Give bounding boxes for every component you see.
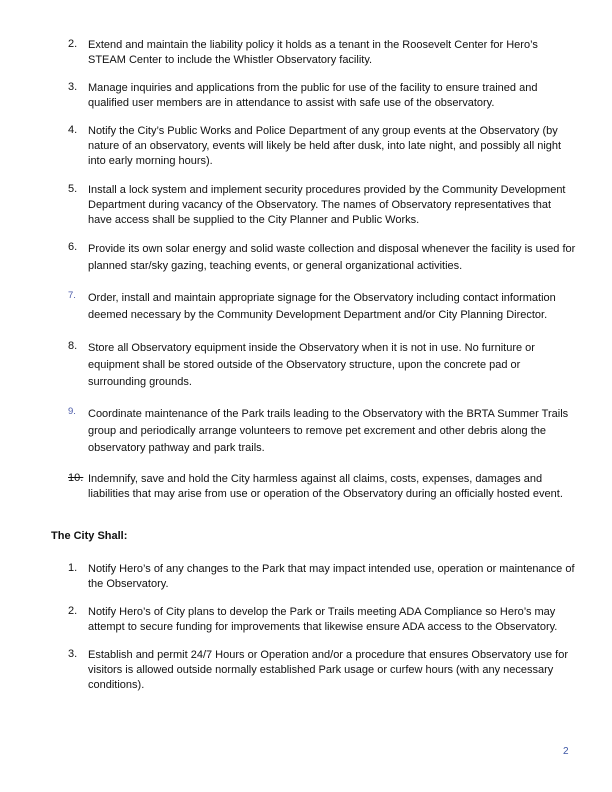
page-number: 2 [563,746,569,757]
item-number: 9. [68,406,76,417]
item-number: 2. [68,38,78,50]
item-text: Indemnify, save and hold the City harmless against all claims, costs, expenses, damages and liabilities that may arise from use or operation of the Observatory during an officially hosted event. [88,473,563,500]
item-text: Manage inquiries and applications from the public for use of the facility to ensure trained and qualified user members are in attendance to assist with safe use of the observatory. [88,82,538,109]
item-text: Store all Observatory equipment inside the Observatory when it is not in use. No furniture or equipment shall be stored outside of the Observatory structure, upon the concrete pad or surrounding grounds. [88,342,535,388]
item-number: 10. [68,472,84,484]
item-text: Notify the City’s Public Works and Police Department of any group events at the Observatory (by nature of an observatory, events will likely be held after dusk, into late night, and possibly all night into early morning hours). [88,125,562,167]
item-text: Establish and permit 24/7 Hours or Operation and/or a procedure that ensures Observatory use for visitors is allowed outside normally established Park usage or curfew hours (with any necessary conditions). [88,649,568,691]
item-number: 3. [68,81,78,93]
item-text: Coordinate maintenance of the Park trails leading to the Observatory with the BRTA Summer Trails group and periodically arrange volunteers to remove pet excrement and other debris along the observatory pathway and park trails. [88,408,569,454]
item-text: Notify Hero’s of City plans to develop the Park or Trails meeting ADA Compliance so Hero’s may attempt to secure funding for improvements that likewise ensure ADA access to the Observatory. [88,606,558,633]
item-number: 2. [68,605,78,617]
item-text: Order, install and maintain appropriate signage for the Observatory including contact information deemed necessary by the Community Development Department and/or City Planning Director. [88,292,556,321]
item-text: Install a lock system and implement security procedures provided by the Community Development Department during vacancy of the Observatory. The names of Observatory representatives that have access shall be supplied to the City Planner and Public Works. [88,184,566,226]
item-number: 3. [68,648,78,660]
item-number: 6. [68,241,78,253]
item-number: 5. [68,183,78,195]
section-heading: The City Shall: [51,530,128,542]
item-text: Notify Hero’s of any changes to the Park that may impact intended use, operation or maintenance of the Observatory. [88,563,575,590]
item-text: Provide its own solar energy and solid waste collection and disposal whenever the facility is used for planned star/sky gazing, teaching events, or general organizational activities. [88,243,576,272]
item-number: 4. [68,124,78,136]
item-number: 7. [68,290,76,301]
item-text: Extend and maintain the liability policy it holds as a tenant in the Roosevelt Center for Hero’s STEAM Center to include the Whistler Observatory facility. [88,39,538,66]
item-number: 1. [68,562,78,574]
item-number: 8. [68,340,78,352]
